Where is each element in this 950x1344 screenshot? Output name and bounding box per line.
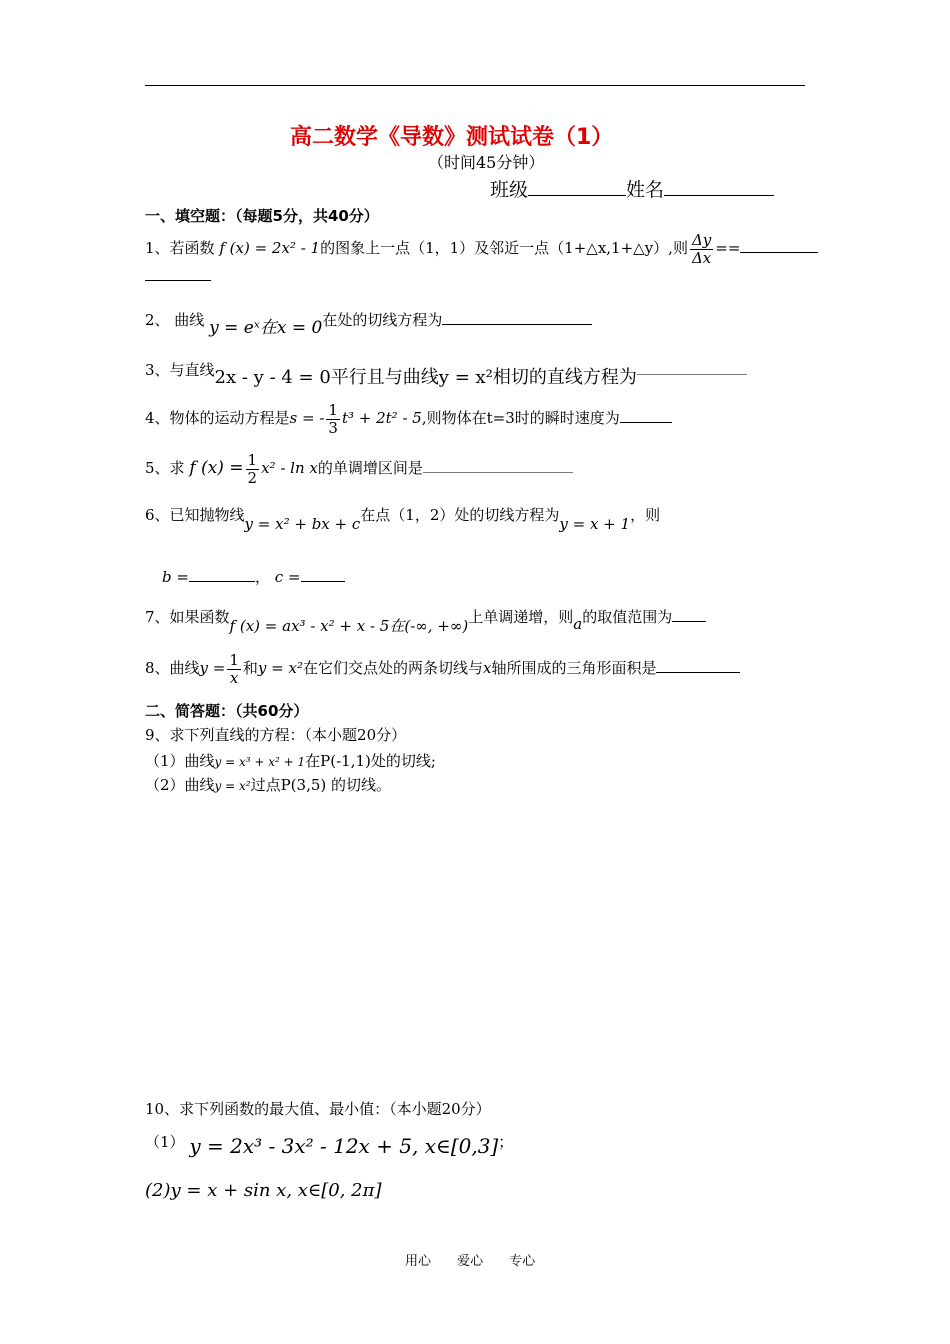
page-footer: 用心 爱心 专心: [405, 1254, 536, 1269]
question-7: 7、如果函数f (x) = ax³ - x² + x - 5在(-∞, +∞)上单调递增，则a的取值范围为: [145, 603, 706, 627]
question-2: 2、 曲线 y = eˣ在x = 0在处的切线方程为: [145, 305, 592, 330]
question-6-answers: b = ， c =: [162, 563, 345, 587]
class-label: 班级: [490, 179, 529, 201]
q8-fraction: $\frac{1}{x}$: [229, 651, 239, 687]
question-5: 5、求 f (x) = $\frac{1}{2}$ x² - ln x的单调增区间是: [145, 452, 573, 486]
name-label: 姓名: [626, 179, 665, 201]
q8-blank[interactable]: [656, 654, 740, 673]
q2-blank[interactable]: [442, 306, 592, 325]
q1-blank[interactable]: [740, 234, 818, 253]
question-9-title: 9、求下列直线的方程：（本小题20分）: [145, 726, 407, 744]
class-name-line: [490, 175, 774, 202]
question-8: 8、曲线y = $\frac{1}{x}$ 和y = x²在它们交点处的两条切线与x轴所围成的三角形面积是: [145, 652, 740, 686]
top-rule: [145, 85, 805, 86]
q6-c-blank[interactable]: [301, 563, 345, 582]
question-1: 1、若函数 f (x) = 2x² - 1的图象上一点（1，1）及邻近一点（1+△x,1+△y）,则 $\frac{\Delta y}{\Delta x}$ ==: [145, 232, 818, 266]
name-blank[interactable]: [664, 177, 774, 196]
q7-blank[interactable]: [672, 603, 706, 622]
time-note: （时间45分钟）: [428, 153, 545, 172]
q4-blank[interactable]: [620, 404, 672, 423]
q6-b-blank[interactable]: [189, 563, 255, 582]
q1-blank-cont[interactable]: [145, 280, 211, 281]
page-title: 高二数学《导数》测试试卷（1）: [290, 125, 614, 150]
question-10-part-1: （1） y = 2x³ - 3x² - 12x + 5, x∈[0,3]；: [145, 1133, 514, 1158]
question-9-part-2: （2）曲线y = x²过点P(3,5) 的切线。: [145, 776, 392, 794]
question-3: 3、与直线2x - y - 4 = 0平行且与曲线y = x²相切的直线方程为: [145, 355, 747, 381]
q3-blank[interactable]: [637, 374, 747, 375]
q1-fraction: $\frac{\Delta y}{\Delta x}$: [691, 231, 712, 267]
question-4: 4、物体的运动方程是s = - $\frac{1}{3}$ t³ + 2t² - 5,则物体在t=3时的瞬时速度为: [145, 402, 672, 436]
section-1-heading: 一、填空题：（每题5分，共40分）: [145, 207, 379, 225]
question-10-title: 10、求下列函数的最大值、最小值：（本小题20分）: [145, 1100, 491, 1118]
q4-fraction: $\frac{1}{3}$: [328, 401, 338, 437]
q5-fraction: $\frac{1}{2}$: [247, 451, 258, 487]
question-9-part-1: （1）曲线y = x³ + x² + 1在P(-1,1)处的切线;: [145, 752, 436, 770]
section-2-heading: 二、简答题：（共60分）: [145, 702, 309, 720]
q1-function: f (x) = 2x² - 1: [219, 239, 321, 257]
question-6: 6、已知抛物线y = x² + bx + c在点（1，2）处的切线方程为y = x + 1，则: [145, 506, 661, 533]
q5-blank[interactable]: [423, 472, 573, 473]
class-blank[interactable]: [528, 177, 626, 196]
question-10-part-2: (2)y = x + sin x, x∈[0, 2π]: [145, 1180, 382, 1201]
